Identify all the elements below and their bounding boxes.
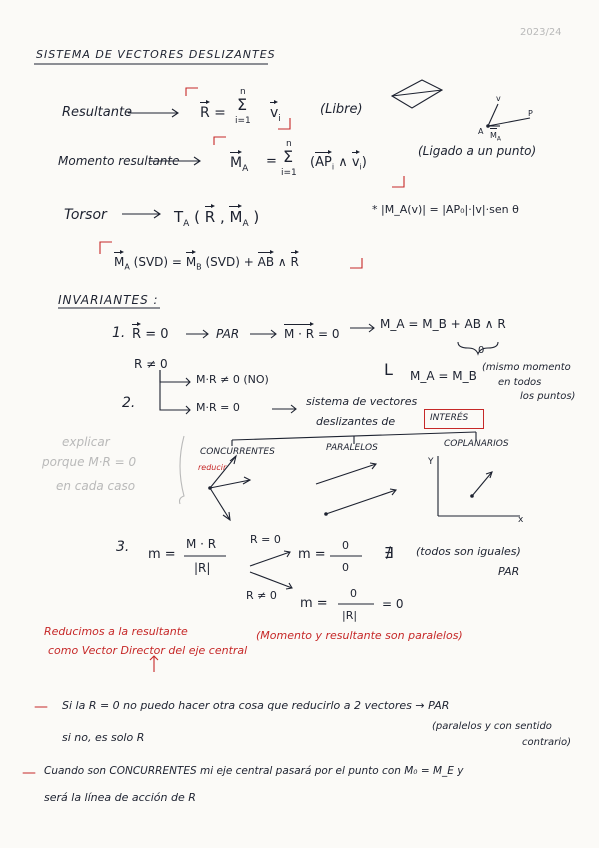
sketch-label-v: v [496, 94, 501, 103]
momento-sum-symbol: Σ [283, 147, 294, 166]
grey-brace [180, 436, 185, 504]
item3-r-eq-0: R = 0 [250, 533, 281, 546]
branch-ne0 [160, 370, 190, 382]
bottom-dash-1: — [34, 699, 48, 715]
interes-label: INTERÉS [430, 413, 469, 423]
category-coplanarios: COPLANARIOS [444, 439, 509, 449]
bracket-momento-open [214, 137, 226, 145]
axis-x-label: x [518, 515, 524, 525]
sistema-line1: sistema de vectores [306, 395, 418, 408]
formula-mb: $M_A$ $(SVD) = M_B$ (SVD) + AB ∧ R [114, 250, 299, 271]
bracket-resultante-open [186, 88, 198, 96]
ma-eq-mb: M_A = M_B [410, 369, 477, 383]
torsor-label: Torsor [64, 207, 107, 223]
item3-par: PAR [498, 565, 520, 578]
resultante-note: (Libre) [320, 102, 363, 117]
item3-denominator: |R| [194, 561, 211, 575]
item1-formula: M_A = M_B + AB ∧ R [380, 317, 506, 331]
item3-m: m = [148, 547, 176, 562]
los-puntos: los puntos) [520, 391, 576, 402]
item3-m-eq: m = [298, 547, 326, 562]
item1-r-eq-0: R = 0 [132, 322, 168, 341]
l-mark: L [384, 360, 393, 379]
r-ne-0: R ≠ 0 [134, 357, 168, 371]
torsor-expr: $T_A$ ( R , $M_A$ ) [174, 204, 259, 229]
mismo-momento: (mismo momento [482, 362, 571, 373]
grey-note-2: porque M·R = 0 [42, 455, 137, 469]
sketch-line-p [488, 118, 530, 126]
momento-equals: = [266, 154, 277, 169]
momento-sum-top: n [286, 139, 292, 149]
sketch-line-v [488, 104, 498, 126]
bottom-paralelos: (paralelos y con sentido [432, 721, 552, 732]
category-paralelos: PARALELOS [326, 443, 378, 453]
resultante-sum-symbol: Σ [237, 95, 248, 114]
item3-frac2-den: |R| [342, 609, 358, 622]
red-note-paren: (Momento y resultante son paralelos) [256, 629, 463, 642]
mr-eq-0: M·R = 0 [196, 401, 240, 414]
resultante-lhs: R = [200, 100, 226, 120]
item3-nexists: ∄ [384, 544, 394, 562]
grey-note-1: explicar [62, 435, 110, 449]
item3-r-ne-0: R ≠ 0 [246, 589, 277, 602]
red-note-line1: Reducimos a la resultante [44, 625, 188, 638]
sistema-line2: deslizantes de [316, 415, 396, 428]
branch-eq0 [160, 370, 190, 410]
item3-m2: m = [300, 596, 328, 611]
torsor-right-text: * |M_A(v)| = |AP₀|·|v|·sen θ [372, 203, 519, 216]
bracket-mb-open [100, 242, 112, 254]
sketch-label-p: P [528, 109, 533, 118]
item3-eq-0: = 0 [382, 597, 404, 611]
concurrent-vector-3 [210, 488, 230, 520]
resultante-term: $v_i$ [270, 100, 281, 124]
momento-term: ($AP_i$ ∧ $v_i$) [310, 150, 367, 172]
axis-y-label: Y [428, 457, 434, 467]
branch-r-eq-0 [250, 552, 290, 566]
branch-r-ne-0 [250, 572, 292, 588]
bottom-contrario: contrario) [522, 737, 572, 748]
bottom-dash-2: — [22, 765, 36, 781]
bottom-si-r0: Si la R = 0 no puedo hacer otra cosa que reducirlo a 2 vectores → PAR [62, 699, 450, 712]
parallel-vector-2 [326, 490, 396, 514]
page-title: SISTEMA DE VECTORES DESLIZANTES [36, 48, 276, 61]
bottom-sera: será la línea de acción de R [44, 791, 196, 804]
item2-number: 2. [122, 395, 136, 411]
item3-number: 3. [116, 539, 130, 555]
mr-ne-0: M·R ≠ 0 (NO) [196, 373, 269, 386]
resultante-sum-top: n [240, 87, 246, 97]
sketch-label-ma: $M_A$ [490, 128, 501, 143]
momento-sum-bottom: i=1 [281, 168, 297, 178]
coplanar-vector [472, 472, 492, 496]
momento-lhs: $M_A$ [230, 150, 248, 174]
parallel-vector-1 [316, 464, 376, 484]
en-todos: en todos [498, 377, 542, 388]
bracket-mb-close [350, 258, 362, 268]
category-reducir: reducir [198, 463, 227, 472]
corner-mark: 2023/24 [520, 27, 562, 38]
momento-label: Momento resultante [58, 154, 180, 168]
resultante-sum-bottom: i=1 [235, 116, 251, 126]
grey-note-3: en cada caso [56, 479, 136, 493]
bottom-cuando: Cuando son CONCURRENTES mi eje central pasará por el punto con M₀ = M_E y [44, 765, 464, 777]
item3-numerator: M · R [186, 537, 217, 551]
category-concurrentes: CONCURRENTES [200, 447, 275, 457]
parallelogram-sketch [392, 80, 442, 108]
sketch-label-a: A [478, 127, 484, 136]
item1-number: 1. [112, 325, 126, 341]
item3-todos-son: (todos son iguales) [416, 545, 521, 558]
momento-note: (Ligado a un punto) [418, 144, 537, 158]
red-note-line2: como Vector Director del eje central [48, 644, 248, 657]
item3-zero-den: 0 [342, 561, 349, 574]
invariantes-heading: INVARIANTES : [58, 293, 159, 307]
item1-par: PAR [216, 327, 240, 341]
resultante-label: Resultante [62, 105, 133, 120]
bottom-si-no: si no, es solo R [62, 731, 145, 744]
item3-frac2-num: 0 [350, 587, 357, 600]
item1-mr: M · R = 0 [284, 322, 339, 340]
bracket-momento-close [392, 176, 404, 187]
item1-zero-under: 0 [478, 345, 485, 356]
item3-zero-num: 0 [342, 539, 349, 552]
